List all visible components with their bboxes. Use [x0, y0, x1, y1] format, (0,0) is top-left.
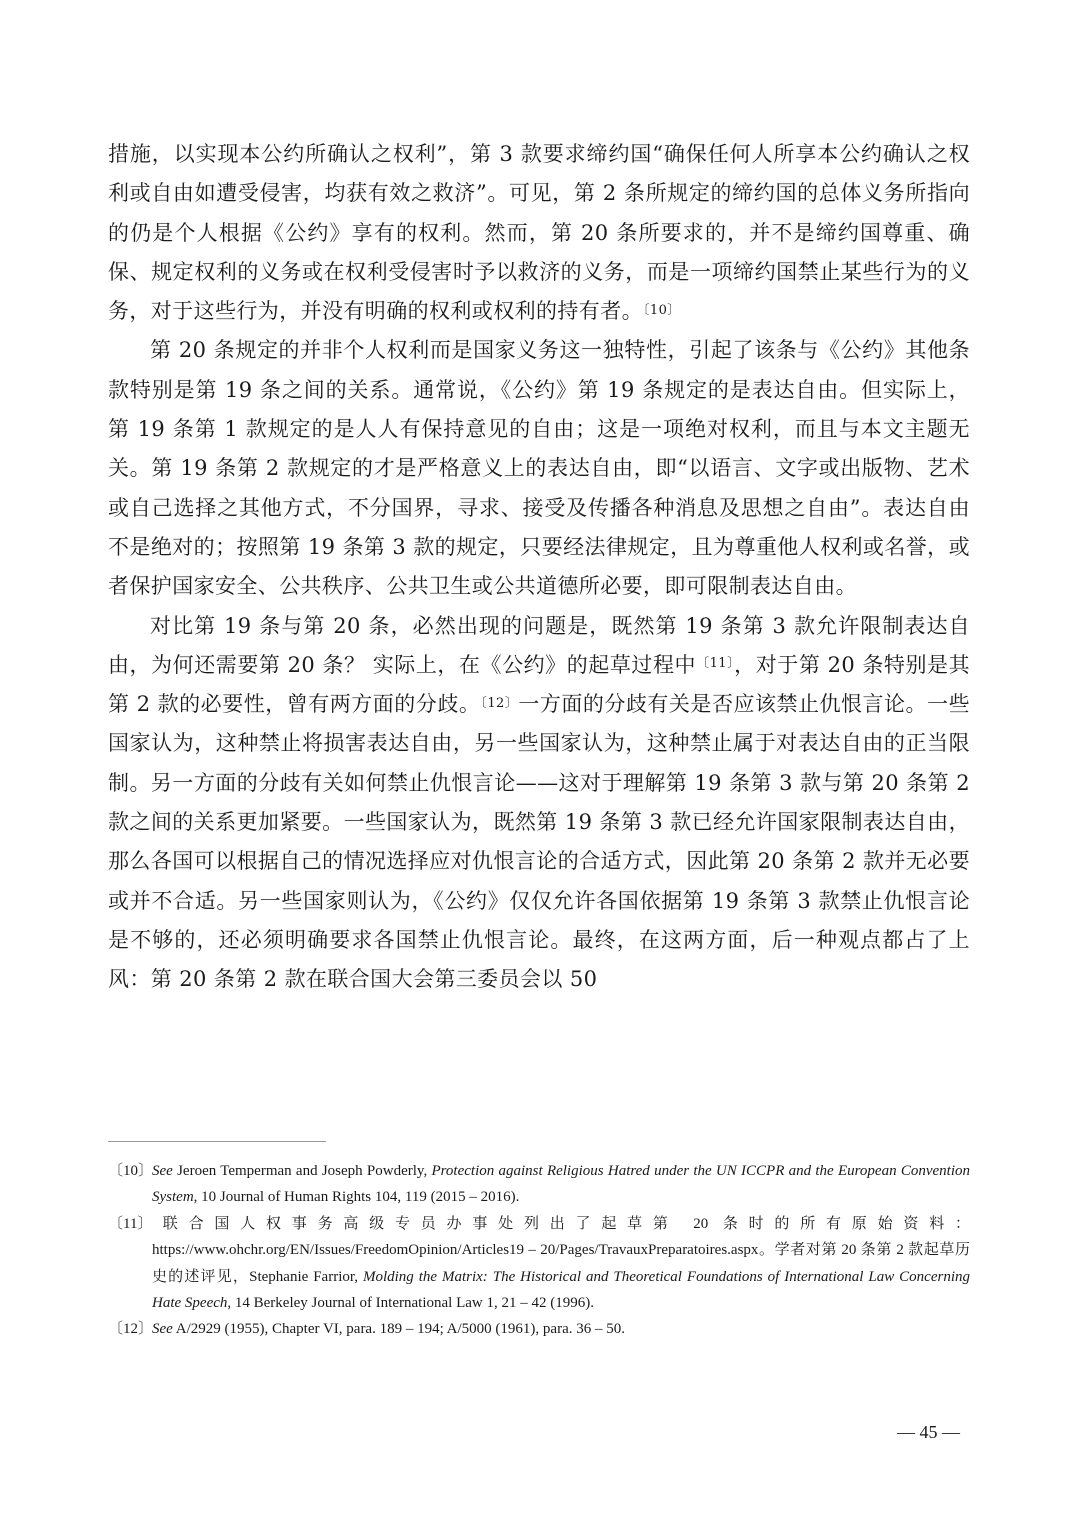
footnote-see: See	[152, 1163, 173, 1179]
footnote-mark: 〔11〕	[108, 1215, 153, 1232]
body-text	[108, 135, 970, 1000]
footnote-ref-11[interactable]: 〔11〕	[696, 656, 735, 672]
footnote-11	[108, 1211, 970, 1317]
paragraph-1-text: 措施，以实现本公约所确认之权利”，第 3 款要求缔约国“确保任何人所享本公约确认之权利或自由如遭受侵害，均获有效之救济”。可见，第 2 条所规定的缔约国的总体义务所指向的仍是个人根据《公约》享有的权利。然而，第 20 条所要求的，并不是缔约国尊重、确保、规定权利的义务或在权利受侵害时予以救济的义务，而是一项缔约国禁止某些行为的义务，对于这些行为，并没有明确的权利或权利的持有者。	[108, 142, 970, 324]
footnote-text: A/2929 (1955), Chapter VI, para. 189 – 194; A/5000 (1961), para. 36 – 50.	[172, 1321, 625, 1338]
footnote-text: , 10 Journal of Human Rights 104, 119 (2015 – 2016).	[193, 1189, 520, 1206]
footnote-divider	[108, 1141, 326, 1142]
footnote-text: , 14 Berkeley Journal of International Law 1, 21 – 42 (1996).	[227, 1295, 594, 1312]
footnote-mark: 〔10〕	[108, 1163, 154, 1179]
footnote-title: Molding the Matrix: The Historical and Theoretical Foundations of International Law Concerning Hate Speech	[152, 1268, 970, 1312]
paragraph-1	[108, 135, 970, 331]
footnote-see: See	[152, 1321, 173, 1338]
paragraph-2-text: 第 20 条规定的并非个人权利而是国家义务这一独特性，引起了该条与《公约》其他条款特别是第 19 条之间的关系。通常说，《公约》第 19 条规定的是表达自由。但实际上，第 19 条第 1 款规定的是人人有保持意见的自由；这是一项绝对权利，而且与本文主题无关。第 19 条第 2 款规定的才是严格意义上的表达自由，即“以语言、文字或出版物、艺术或自己选择之其他方式，不分国界，寻求、接受及传播各种消息及思想之自由”。表达自由不是绝对的；按照第 19 条第 3 款的规定，只要经法律规定，且为尊重他人权利或名誉，或者保护国家安全、公共秩序、公共卫生或公共道德所必要，即可限制表达自由。	[108, 338, 970, 599]
footnote-ref-12[interactable]: 〔12〕	[480, 695, 519, 711]
page-number: — 45 —	[897, 1422, 960, 1442]
paragraph-3-text-c: 一方面的分歧有关是否应该禁止仇恨言论。一些国家认为，这种禁止将损害表达自由，另一些国家认为，这种禁止属于对表达自由的正当限制。另一方面的分歧有关如何禁止仇恨言论——这对于理解第 19 条第 3 款与第 20 条第 2 款之间的关系更加紧要。一些国家认为，既然第 19 条第 3 款已经允许国家限制表达自由，那么各国可以根据自己的情况选择应对仇恨言论的合适方式，因此第 20 条第 2 款并无必要或并不合适。另一些国家则认为，《公约》仅仅允许各国依据第 19 条第 3 款禁止仇恨言论是不够的，还必须明确要求各国禁止仇恨言论。最终，在这两方面，后一种观点都占了上风：第 20 条第 2 款在联合国大会第三委员会以 50	[108, 692, 970, 992]
footnote-10	[108, 1158, 970, 1211]
footnote-12	[108, 1316, 970, 1342]
footnote-text: 联合国人权事务高级专员办事处列出了起草第 20 条时的所有原始资料：https://www.ohchr.org/EN/Issues/FreedomOpinion/Articles19 – 20/Pages/TravauxPreparatoires.aspx。学者对第 20 条第 2 款起草历史的述评见，Stephanie Farrior,	[152, 1215, 970, 1285]
footnote-title: Protection against Religious Hatred under the UN ICCPR and the European Convention System	[152, 1163, 970, 1206]
paragraph-2	[108, 331, 970, 606]
footnote-ref-10[interactable]: 〔10〕	[643, 302, 681, 318]
footnote-mark: 〔12〕	[108, 1321, 154, 1338]
footnotes	[108, 1158, 970, 1343]
paragraph-3-text-b: ，对于第 20 条特别是其第 2 款的必要性，曾有两方面的分歧。	[108, 652, 970, 717]
footnote-text: Jeroen Temperman and Joseph Powderly,	[172, 1163, 432, 1179]
paragraph-3-text-a: 对比第 19 条与第 20 条，必然出现的问题是，既然第 19 条第 3 款允许限制表达自由，为何还需要第 20 条？ 实际上，在《公约》的起草过程中	[108, 613, 970, 677]
paragraph-3	[108, 607, 970, 1000]
